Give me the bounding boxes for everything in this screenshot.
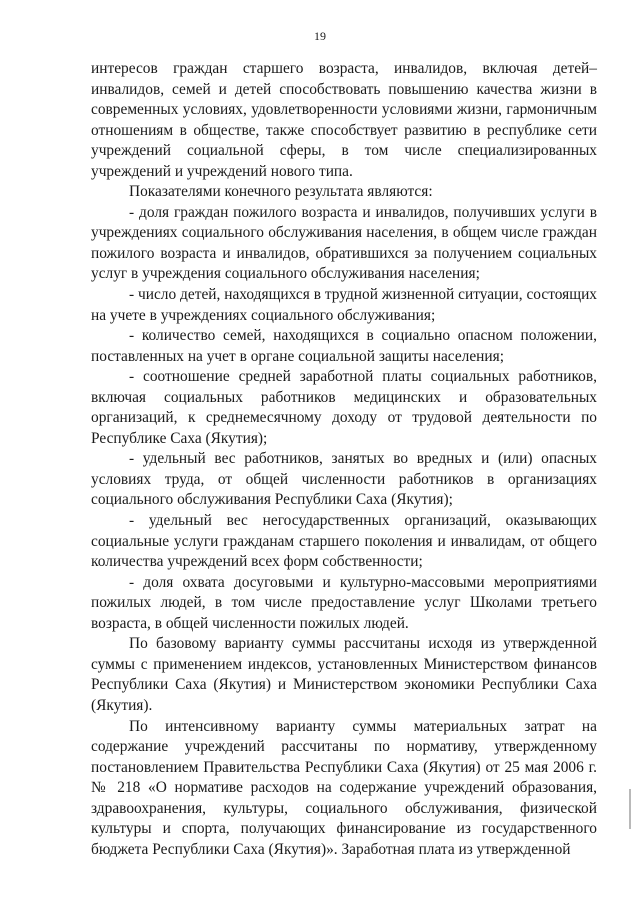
document-body <box>91 59 597 860</box>
page-number: 19 <box>314 29 326 43</box>
paragraph-base-variant: По базовому варианту суммы рассчитаны исходя из утвержденной суммы с применением индексов, установленных Министерством финансов Республики Саха (Якутия) и Министерством экономики Республики Саха (Якутия). <box>91 635 597 714</box>
paragraph-intensive-variant: По интенсивному варианту суммы материальных затрат на содержание учреждений рассчитаны по нормативу, утвержденному постановлением Правительства Республики Саха (Якутия) от 25 мая 2006 г. № 218 «О нормативе расходов на содержание учреждений образования, здравоохранения, культуры, социального обслуживания, физической культуры и спорта, получающих финансирование из государственного бюджета Республики Саха (Якутия)». Заработная плата из утвержденной <box>91 717 597 858</box>
list-item-indicator: - доля граждан пожилого возраста и инвалидов, получивших услуги в учреждениях социального обслуживания населения, в общем числе граждан пожилого возраста и инвалидов, обратившихся за получением социальных услуг в учреждения социального обслуживания населения; <box>91 203 597 283</box>
paragraph-indicators-intro: Показателями конечного результата являются: <box>129 183 433 201</box>
list-item-indicator: - соотношение средней заработной платы социальных работников, включая социальных работников медицинских и образовательных организаций, к среднемесячному доходу от трудовой деятельности по Республике Саха (Якутия); <box>91 368 597 447</box>
list-item-indicator: - число детей, находящихся в трудной жизненной ситуации, состоящих на учете в учреждениях социального обслуживания; <box>91 286 597 324</box>
list-item-indicator: - удельный вес работников, занятых во вредных и (или) опасных условиях труда, от общей численности работников в организациях социального обслуживания Республики Саха (Якутия); <box>91 450 597 509</box>
scan-edge-mark <box>629 789 631 829</box>
list-item-indicator: - доля охвата досуговыми и культурно-массовыми мероприятиями пожилых людей, в том числе предоставление услуг Школами третьего возраста, в общей численности пожилых людей. <box>91 573 597 632</box>
paragraph-continuation: интересов граждан старшего возраста, инвалидов, включая детей–инвалидов, семей и детей способствовать повышению качества жизни в современных условиях, удовлетворенности условиями жизни, гармоничным отношениям в обществе, также способствует развитию в республике сети учреждений социальной сферы, в том числе специализированных учреждений и учреждений нового типа. <box>91 60 597 180</box>
list-item-indicator: - количество семей, находящихся в социально опасном положении, поставленных на учет в органе социальной защиты населения; <box>91 327 597 365</box>
list-item-indicator: - удельный вес негосударственных организаций, оказывающих социальные услуги гражданам старшего поколения и инвалидам, от общего количества учреждений всех форм собственности; <box>91 512 597 571</box>
